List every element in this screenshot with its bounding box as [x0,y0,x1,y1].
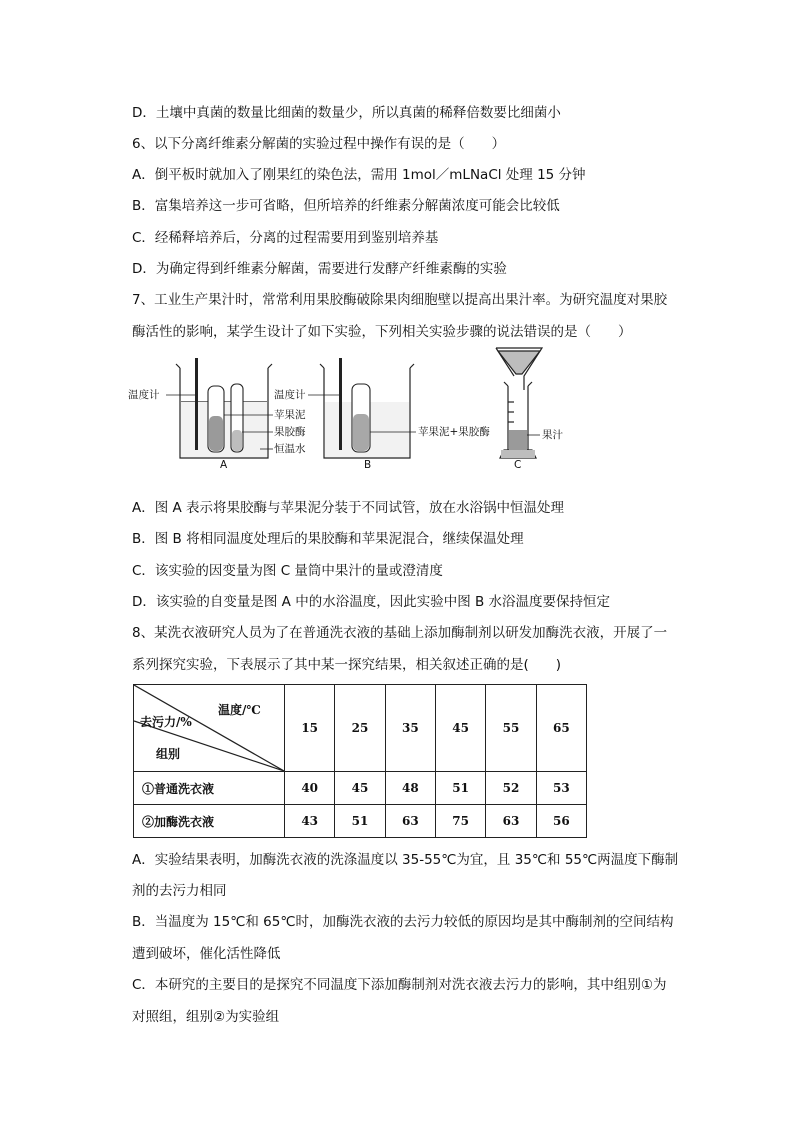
question-8-stem-2: 系列探究实验，下表展示了其中某一探究结果，相关叙述正确的是( ) [132,657,562,673]
table-cell: 43 [285,805,335,838]
question-7-stem-2: 酶活性的影响，某学生设计了如下实验，下列相关实验步骤的说法错误的是（ ） [132,324,632,340]
thermometer-b [339,358,342,450]
temp-header: 55 [486,685,536,772]
temp-header: 15 [285,685,335,772]
option-6a: A．倒平板时就加入了刚果红的染色法，需用 1mol／mLNaCl 处理 15 分钟 [132,167,586,183]
option-7c: C．该实验的因变量为图 C 量筒中果汁的量或澄清度 [132,563,443,579]
option-6d: D．为确定得到纤维素分解菌，需要进行发酵产纤维素酶的实验 [132,261,507,277]
tube-a-apple [208,386,224,452]
table-row [134,772,587,805]
table-cell: 48 [385,772,435,805]
caption-c: C [514,459,522,471]
temp-header: 65 [536,685,586,772]
label-pectinase: 果胶酶 [274,426,306,438]
option-7b: B．图 B 将相同温度处理后的果胶酶和苹果泥混合，继续保温处理 [132,531,524,547]
label-mix: 苹果泥+果胶酶 [418,426,490,438]
table-cell: 45 [335,772,385,805]
table-cell: 51 [435,772,485,805]
option-8c-2: 对照组，组别②为实验组 [132,1009,280,1025]
option-5d: D．土壤中真菌的数量比细菌的数量少，所以真菌的稀释倍数要比细菌小 [132,105,561,121]
caption-b: B [364,459,372,471]
table-header-row [134,685,587,772]
option-7a: A．图 A 表示将果胶酶与苹果泥分装于不同试管，放在水浴锅中恒温处理 [132,500,565,516]
table-cell: 75 [435,805,485,838]
option-8a-2: 剂的去污力相同 [132,883,227,899]
tube-b-mix [352,384,370,452]
table-cell: 56 [536,805,586,838]
question-8-stem-1: 8、某洗衣液研究人员为了在普通洗衣液的基础上添加酶制剂以研发加酶洗衣液，开展了一 [132,625,668,641]
option-8b-1: B．当温度为 15℃和 65℃时，加酶洗衣液的去污力较低的原因均是其中酶制剂的空间结构 [132,914,674,930]
question-7-stem-1: 7、工业生产果汁时，常常利用果胶酶破除果肉细胞壁以提高出果汁率。为研究温度对果胶 [132,292,668,308]
juice-c [509,430,527,450]
table-cell: 40 [285,772,335,805]
table-row [134,805,587,838]
corner-group: 组别 [156,747,181,761]
row-label: ①普通洗衣液 [134,772,285,805]
option-8b-2: 遭到破坏，催化活性降低 [132,946,281,962]
row-label: ②加酶洗衣液 [134,805,285,838]
table-corner-cell [134,685,285,772]
label-thermometer-b: 温度计 [274,389,306,401]
thermometer-a [195,358,198,450]
table-cell: 63 [486,805,536,838]
temp-header: 35 [385,685,435,772]
option-7d: D．该实验的自变量是图 A 中的水浴温度，因此实验中图 B 水浴温度要保持恒定 [132,594,611,610]
option-6c: C．经稀释培养后，分离的过程需要用到鉴别培养基 [132,230,439,246]
question-6-stem: 6、以下分离纤维素分解菌的实验过程中操作有误的是（ ） [132,136,506,152]
option-8c-1: C．本研究的主要目的是探究不同温度下添加酶制剂对洗衣液去污力的影响，其中组别①为 [132,977,667,993]
table-cell: 52 [486,772,536,805]
option-6b: B．富集培养这一步可省略，但所培养的纤维素分解菌浓度可能会比较低 [132,198,560,214]
temp-header: 25 [335,685,385,772]
label-water: 恒温水 [274,443,306,455]
table-cell: 53 [536,772,586,805]
experiment-figure [128,346,598,474]
table-cell: 51 [335,805,385,838]
experiment-diagram [128,346,598,474]
table-cell: 63 [385,805,435,838]
temp-header: 45 [435,685,485,772]
caption-a: A [220,459,228,471]
label-juice: 果汁 [542,429,563,441]
option-8a-1: A．实验结果表明，加酶洗衣液的洗涤温度以 35-55℃为宜，且 35℃和 55℃两温度下酶制 [132,852,679,868]
corner-temp: 温度/℃ [218,703,261,717]
results-table [133,684,587,838]
label-thermometer-a: 温度计 [128,389,160,401]
label-apple-puree: 苹果泥 [274,409,306,421]
corner-power: 去污力/% [140,715,192,729]
tube-a-enzyme [231,384,243,452]
cylinder-base [501,450,535,458]
